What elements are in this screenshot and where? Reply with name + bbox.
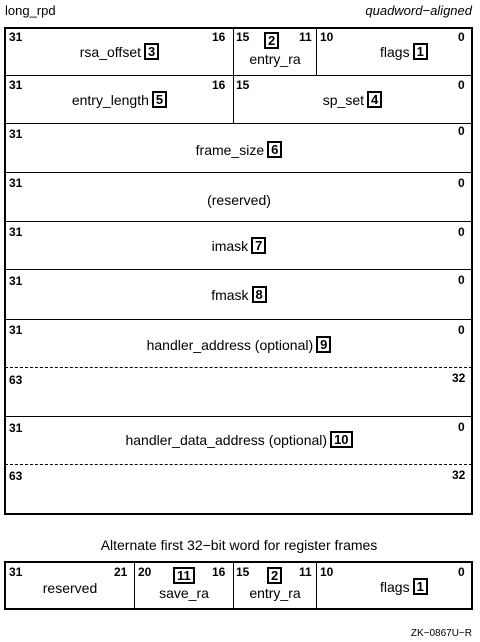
row-separator (5, 269, 472, 270)
bit-label: 32 (452, 468, 466, 482)
structure-name: long_rpd (5, 3, 56, 18)
field-number: 3 (144, 43, 159, 60)
bit-label: 16 (212, 30, 226, 44)
field-imask (6, 237, 472, 255)
field-label: (reserved) (207, 192, 271, 208)
field-separator (316, 28, 317, 75)
bit-label: 21 (114, 565, 128, 579)
field-label: frame_size (195, 142, 265, 158)
field-number: 6 (267, 141, 282, 158)
bit-label: 63 (9, 469, 23, 483)
field-number: 10 (330, 431, 352, 448)
field-number: 8 (252, 286, 267, 303)
field-handler-data-address (6, 431, 472, 449)
alt-field-save-ra: save_ra (159, 585, 209, 601)
field-fmask (6, 286, 472, 304)
alt-field-flags (380, 578, 428, 596)
field-number: 1 (413, 43, 428, 60)
bit-label: 0 (458, 420, 465, 434)
bit-label: 11 (299, 565, 312, 579)
bit-label: 31 (9, 323, 23, 337)
field-number: 9 (316, 336, 331, 353)
bit-label: 20 (138, 565, 152, 579)
field-handler-address (6, 336, 472, 354)
field-number: 5 (152, 91, 167, 108)
bit-label: 0 (458, 225, 465, 239)
field-label: imask (211, 238, 249, 254)
field-label: flags (380, 579, 410, 595)
bit-label: 0 (458, 30, 465, 44)
bit-label: 0 (458, 273, 465, 287)
field-label: handler_address (optional) (146, 337, 314, 353)
bit-label: 31 (9, 421, 23, 435)
row-separator (5, 319, 472, 320)
row-separator (5, 172, 472, 173)
bit-label: 31 (9, 176, 23, 190)
bit-label: 31 (9, 225, 23, 239)
bit-label: 10 (320, 30, 334, 44)
quadword-split (5, 464, 472, 465)
bit-label: 63 (9, 373, 23, 387)
figure-code: ZK−0867U−R (410, 628, 472, 639)
field-number: 7 (251, 237, 266, 254)
field-entry-ra: entry_ra (249, 51, 301, 67)
bit-label: 31 (9, 127, 23, 141)
field-entry-length (6, 91, 233, 109)
bit-label: 0 (458, 565, 465, 579)
alternate-caption: Alternate first 32−bit word for register frames (100, 537, 378, 553)
bit-label: 11 (299, 30, 312, 44)
field-label: rsa_offset (79, 44, 141, 60)
bit-label: 16 (212, 78, 226, 92)
alt-field-reserved: reserved (42, 580, 98, 596)
field-label: handler_data_address (optional) (125, 432, 328, 448)
bit-label: 15 (236, 565, 250, 579)
field-number: 2 (264, 32, 279, 49)
bit-label: 32 (452, 371, 466, 385)
field-separator (316, 562, 317, 609)
field-number: 11 (173, 567, 195, 584)
bit-label: 15 (236, 78, 250, 92)
row-separator (5, 221, 472, 222)
quadword-split (5, 367, 472, 368)
field-reserved (6, 191, 472, 209)
field-label: entry_length (71, 92, 149, 108)
row-separator (5, 416, 472, 417)
bit-label: 31 (9, 565, 23, 579)
bit-label: 16 (212, 565, 226, 579)
bit-label: 31 (9, 78, 23, 92)
field-number: 1 (413, 578, 428, 595)
field-label: sp_set (322, 92, 364, 108)
field-label: flags (380, 44, 410, 60)
bit-label: 15 (236, 30, 250, 44)
field-rsa-offset (6, 43, 233, 61)
bit-label: 10 (320, 565, 334, 579)
bit-label: 0 (458, 323, 465, 337)
bit-label: 0 (458, 124, 465, 138)
alt-field-entry-ra: entry_ra (249, 585, 301, 601)
field-frame-size (6, 141, 472, 159)
row-separator (5, 75, 472, 76)
alignment-note: quadword−aligned (365, 3, 472, 18)
field-label: fmask (211, 287, 249, 303)
field-number: 4 (367, 91, 382, 108)
row-separator (5, 123, 472, 124)
field-flags (380, 43, 428, 61)
bit-label: 31 (9, 30, 23, 44)
bit-label: 0 (458, 78, 465, 92)
bit-label: 31 (9, 274, 23, 288)
field-sp-set (234, 91, 471, 109)
field-number: 2 (267, 567, 282, 584)
bit-label: 0 (458, 176, 465, 190)
